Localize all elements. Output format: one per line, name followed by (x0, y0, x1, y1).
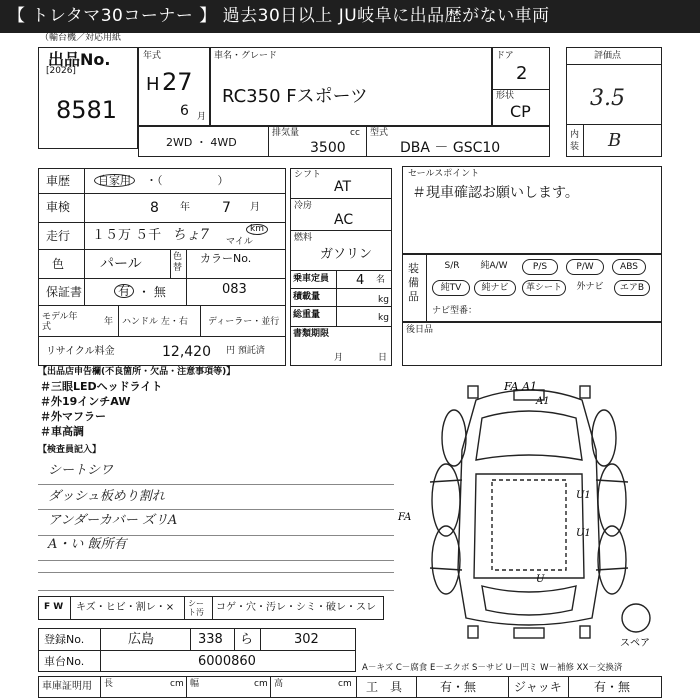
note-item-2: ＃外19インチAW (40, 395, 131, 408)
docs-label: 書類期限 (293, 329, 330, 339)
interior-value: B (608, 130, 622, 151)
cm-unit-1: cm (170, 679, 184, 689)
diagram-mark-4: U (536, 574, 545, 585)
cm-height: 高 (274, 679, 284, 689)
cm-unit-2: cm (254, 679, 268, 689)
fuel-value: ガソリン (320, 247, 373, 262)
arrival-box (402, 322, 662, 366)
year-value: 27 (162, 68, 193, 96)
equipment-item: エアB (614, 280, 650, 296)
inspector-note-4: A・い 飯所有 (48, 537, 127, 552)
aircon-label: 冷房 (294, 201, 313, 211)
fw-items: キズ・ヒビ・割レ・× (76, 602, 175, 613)
era: H (146, 74, 160, 95)
inspector-title: 【検査員記入】 (38, 445, 102, 455)
interior-label: 内装 (570, 130, 580, 152)
color-value: パール (100, 256, 142, 272)
displacement-label: 排気量 (272, 128, 300, 138)
cm-length: 長 (104, 679, 114, 689)
warranty-label: 保証書 (46, 285, 83, 299)
shape-label: 形状 (496, 91, 515, 101)
mileage-mile-unit: マイル (226, 237, 253, 247)
gross-unit: kg (378, 313, 389, 323)
jack-label: ジャッキ (514, 680, 562, 694)
sales-point-text: ＃現車確認お願いします。 (412, 185, 579, 201)
door-label: ドア (496, 51, 514, 61)
fw-label: F W (44, 602, 64, 612)
inspection-year: 8 (150, 200, 159, 216)
capacity-value: 4 (356, 273, 365, 288)
load-unit: kg (378, 295, 389, 305)
model-row-dealer: ディーラー・並行 (208, 317, 280, 327)
seat-items: コゲ・穴・汚レ・シミ・破レ・スレ (216, 602, 376, 613)
inspector-note-3: アンダーカバー ズリA (48, 513, 178, 528)
chassis-value: 6000860 (198, 654, 256, 669)
equipment-label: 装備品 (408, 262, 419, 303)
tools-label: 工 具 (366, 680, 403, 694)
arrival-label: 後日品 (406, 325, 434, 335)
jack-value: 有・無 (594, 680, 631, 694)
equipment-item: 外ナビ (576, 282, 604, 292)
inspection-year-unit: 年 (180, 202, 190, 213)
score-value: 3.5 (590, 86, 625, 111)
mileage-hand: ちょ7 (172, 227, 209, 243)
recycle-value: 12,420 (162, 344, 211, 360)
inspector-note-2: ダッシュ板めり割れ (48, 489, 165, 504)
history-value: 自家用 (94, 174, 135, 187)
note-item-1: ＃三眼LEDヘッドライト (40, 380, 163, 393)
model-row-year-unit: 年 (104, 317, 114, 327)
type-label: 型式 (370, 128, 389, 138)
model-row-label: モデル年式 (42, 312, 78, 332)
banner: 【 トレタマ30コーナー 】 過去30日以上 JU岐阜に出品歴がない車両 (0, 0, 700, 33)
load-label: 積載量 (293, 292, 321, 302)
diagram-mark-3: A1 (536, 396, 550, 407)
notes-title: 【出品店申告欄(不良箇所・欠品・注意事項等)】 (38, 367, 236, 377)
car-diagram (396, 370, 662, 660)
cm-width: 幅 (190, 679, 200, 689)
equipment-item: P/S (522, 259, 558, 275)
model-row-handle: ハンドル 左・右 (122, 317, 188, 327)
shape-value: CP (510, 102, 531, 121)
note-item-3: ＃外マフラー (40, 410, 106, 423)
color-no-label: カラーNo. (200, 252, 252, 265)
warranty-yes: 有 (114, 284, 134, 298)
name-label: 車名・グレード (214, 51, 278, 61)
docs-day-unit: 日 (378, 353, 388, 363)
inspection-month-unit: 月 (250, 202, 260, 213)
equipment-item: S/R (444, 261, 460, 271)
diagram-top-label: FA A1 (504, 380, 538, 393)
equipment-item: 革シート (522, 280, 566, 296)
recycle-unit: 円 預託済 (226, 346, 265, 356)
lot-code: [2026] (46, 66, 76, 76)
reg-class: 338 (198, 632, 223, 647)
equipment-item: P/W (566, 259, 604, 275)
history-label: 車歴 (46, 174, 71, 188)
month-value: 6 (180, 103, 189, 119)
sales-point-box (402, 166, 662, 254)
docs-month-unit: 月 (334, 353, 344, 363)
capacity-label: 乗車定員 (293, 274, 330, 284)
reg-kana: ら (240, 632, 254, 647)
month-unit: 月 (197, 112, 207, 122)
mileage-value: １５万 ５千 (92, 228, 162, 243)
displacement-value: 3500 (310, 140, 346, 156)
navi-label: ナビ型番： (432, 306, 478, 316)
note-item-4: ＃車高調 (40, 425, 84, 438)
equipment-item: ABS (612, 259, 646, 275)
lot-number: 8581 (56, 96, 118, 124)
reg-label: 登録No. (44, 633, 85, 646)
drive: 2WD ・ 4WD (166, 136, 237, 149)
inspection-month: 7 (222, 200, 231, 216)
mileage-km-unit: km (246, 224, 268, 235)
spare-label: スペア (620, 638, 650, 649)
door-value: 2 (516, 63, 528, 84)
color-label: 色 (52, 257, 65, 271)
aircon-value: AC (334, 212, 354, 228)
equipment-item: 純A/W (480, 261, 508, 271)
cm-unit-3: cm (338, 679, 352, 689)
year-label: 年式 (143, 51, 162, 61)
seat-label: シート汚 (188, 599, 204, 617)
sales-point-label: セールスポイント (408, 169, 480, 179)
inspection-label: 車検 (46, 200, 71, 214)
color-no-value: 083 (222, 282, 247, 297)
chassis-label: 車台No. (44, 655, 85, 668)
score-label: 評価点 (594, 51, 622, 61)
top-note: （輸台機／対応用紙 (40, 33, 122, 43)
reg-region: 広島 (128, 632, 155, 647)
shift-value: AT (334, 179, 352, 195)
equipment-item: 純ナビ (474, 280, 516, 296)
diagram-mark-2: U1 (576, 528, 591, 539)
model-name: RC350 Fスポーツ (222, 86, 368, 107)
color-change-label: 色替 (173, 252, 183, 273)
warranty-no: ・ 無 (138, 285, 166, 299)
capacity-unit: 名 (376, 275, 386, 285)
history-rest: ・（ ） (146, 174, 229, 187)
mileage-label: 走行 (46, 229, 71, 243)
tools-value: 有・無 (440, 680, 477, 694)
lot-label: 出品No. (48, 50, 111, 69)
gross-label: 総重量 (293, 310, 321, 320)
garage-label: 車庫証明用 (42, 681, 92, 692)
diagram-mark-1: U1 (576, 490, 591, 501)
diagram-side-label: FA (398, 512, 412, 523)
damage-legend: A－キズ C－腐食 E－エクボ S－サビ U－凹ミ W－補修 XX－交換済 (362, 663, 623, 673)
inspector-note-1: シートシワ (48, 463, 114, 478)
recycle-label: リサイクル料金 (46, 346, 115, 357)
equipment-item: 純TV (432, 280, 470, 296)
fuel-label: 燃料 (294, 233, 313, 243)
shift-label: シフト (294, 170, 322, 180)
reg-number: 302 (294, 632, 319, 647)
displacement-unit: cc (350, 128, 360, 138)
type-value: DBA － GSC10 (400, 140, 501, 156)
